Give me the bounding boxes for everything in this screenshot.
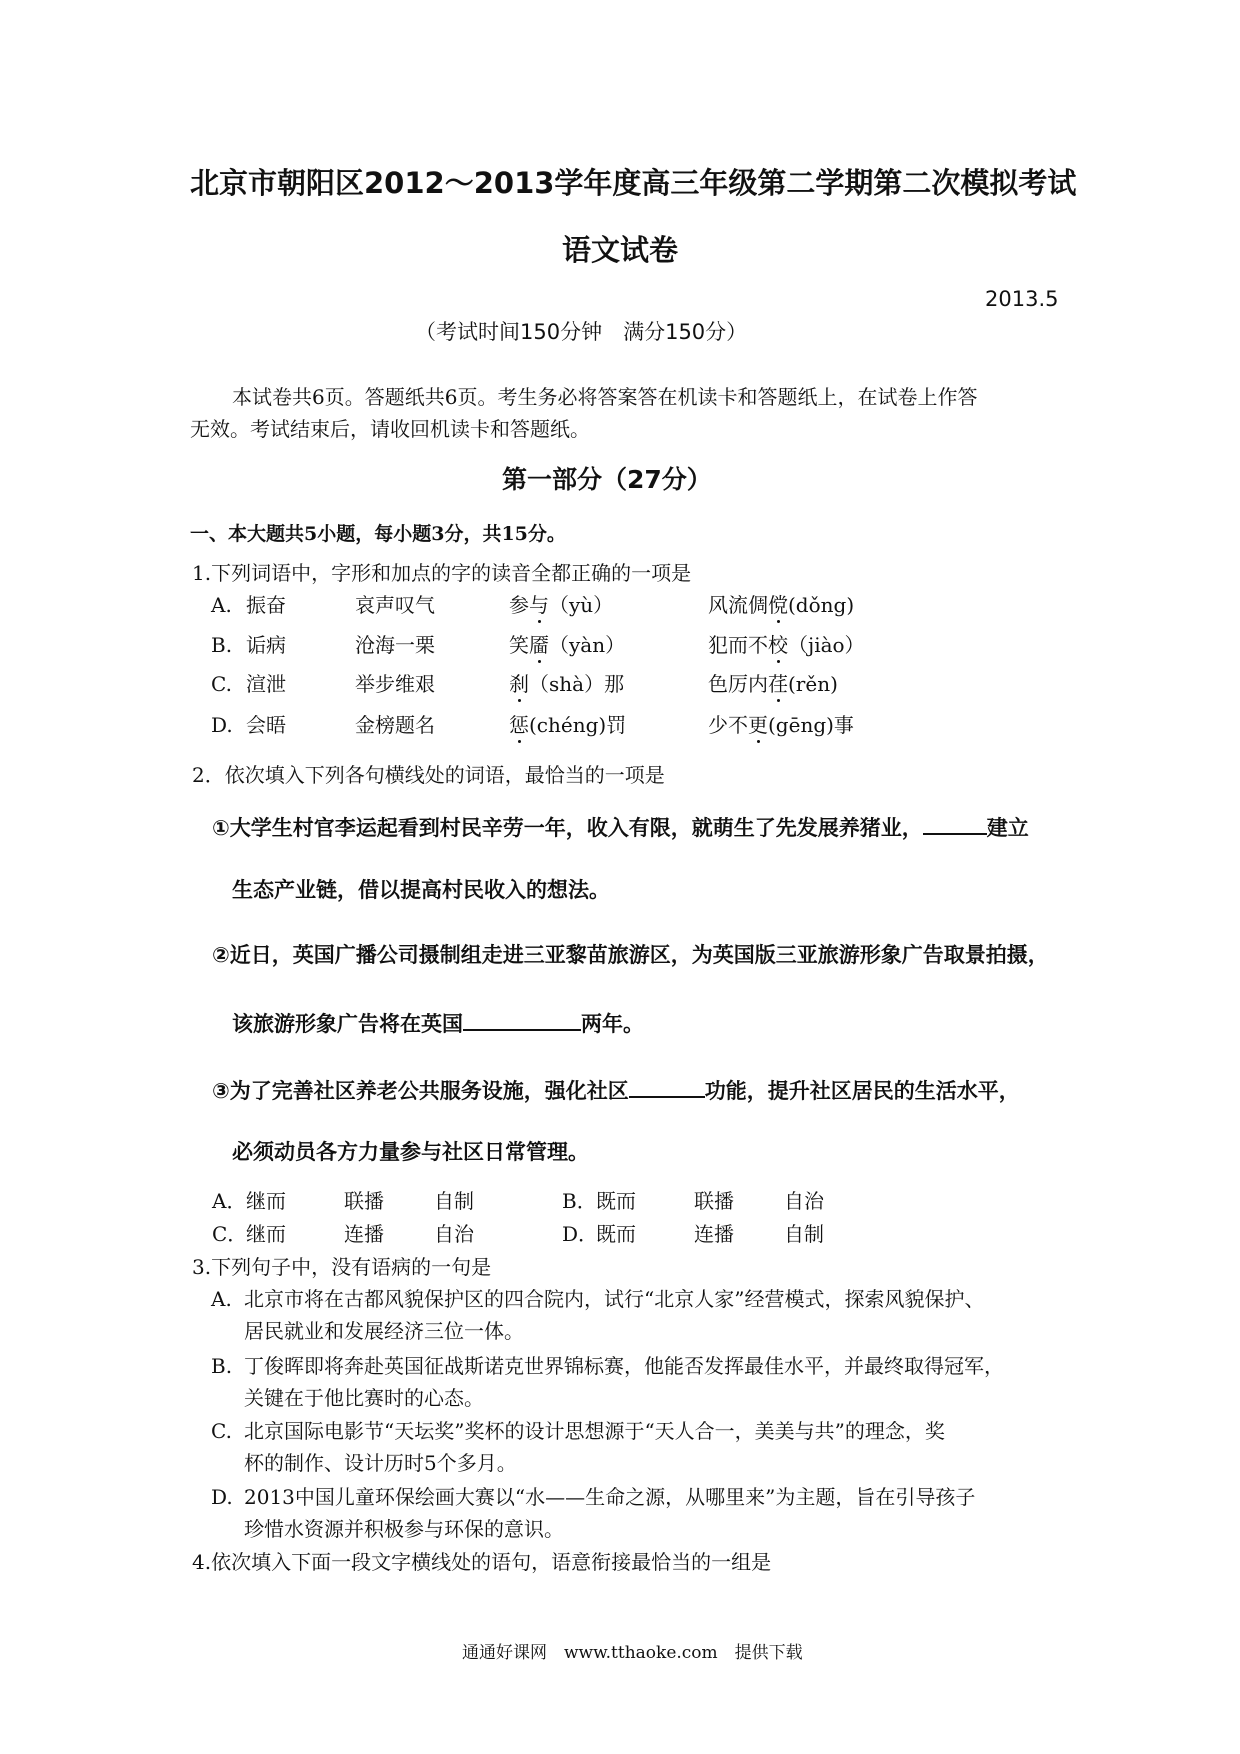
option-item: B． (562, 1189, 597, 1213)
exam-info: （考试时间150分钟 满分150分） (415, 320, 748, 344)
dotted-char: 校 (768, 633, 788, 657)
option-word: 诟病 (246, 633, 286, 657)
option-word (509, 593, 613, 617)
q2-stem: 2．依次填入下列各句横线处的词语，最恰当的一项是 (192, 763, 665, 787)
text: 该旅游形象广告将在英国 (232, 1012, 463, 1036)
q2-sentence-2: ②近日，英国广播公司摄制组走进三亚黎苗旅游区，为英国版三亚旅游形象广告取景拍摄， (212, 943, 1049, 967)
dotted-char: 与 (529, 593, 549, 617)
option-word (509, 633, 625, 657)
option-text: 关键在于他比赛时的心态。 (244, 1386, 484, 1410)
option-word: 举步维艰 (355, 672, 435, 696)
footer: 通通好课网 www.tthaoke.com 提供下载 (462, 1643, 803, 1663)
text: (dǒng) (788, 593, 855, 617)
option-word (708, 593, 854, 617)
option-item: 自制 (784, 1222, 824, 1246)
option-text: 丁俊晖即将奔赴英国征战斯诺克世界锦标赛，他能否发挥最佳水平，并最终取得冠军， (244, 1354, 1004, 1378)
intro-line: 无效。考试结束后，请收回机读卡和答题纸。 (190, 417, 590, 441)
option-word: 金榜题名 (355, 713, 435, 737)
text: 参 (509, 593, 529, 617)
dotted-char: 刹 (509, 672, 529, 696)
fill-blank (463, 1009, 581, 1031)
option-item: C． (212, 1222, 248, 1246)
exam-title: 北京市朝阳区2012～2013学年度高三年级第二学期第二次模拟考试 (190, 166, 1077, 200)
option-item: 既而 (596, 1222, 636, 1246)
option-text: 杯的制作、设计历时5个多月。 (244, 1451, 517, 1475)
text: （yàn） (549, 633, 626, 657)
text: (gēng)事 (768, 713, 854, 737)
text: (rěn) (788, 672, 838, 696)
option-item: D． (562, 1222, 599, 1246)
fill-blank (923, 813, 987, 835)
text: ③为了完善社区养老公共服务设施，强化社区 (212, 1079, 629, 1103)
option-item: 自治 (784, 1189, 824, 1213)
option-text: 居民就业和发展经济三位一体。 (244, 1319, 524, 1343)
dotted-char: 傥 (768, 593, 788, 617)
option-word (509, 672, 624, 696)
q3-stem: 3.下列句子中，没有语病的一句是 (192, 1255, 492, 1279)
part-heading: 第一部分（27分） (502, 465, 712, 494)
option-label: A. (211, 593, 232, 617)
option-word (708, 672, 838, 696)
option-item: 连播 (694, 1222, 734, 1246)
option-word: 沧海一栗 (355, 633, 435, 657)
q1-stem: 1.下列词语中，字形和加点的字的读音全都正确的一项是 (192, 561, 692, 585)
option-item: 联播 (694, 1189, 734, 1213)
option-label: B. (211, 1354, 233, 1378)
option-label: C. (211, 672, 232, 696)
q2-sentence-3 (212, 1076, 1020, 1103)
option-label: B. (211, 633, 233, 657)
exam-subtitle: 语文试卷 (562, 233, 679, 267)
option-item: 自制 (434, 1189, 474, 1213)
text: 建立 (986, 816, 1029, 840)
text: ①大学生村官李运起看到村民辛劳一年，收入有限，就萌生了先发展养猪业， (212, 816, 923, 840)
option-item: 继而 (246, 1189, 286, 1213)
q2-sentence-1-cont: 生态产业链，借以提高村民收入的想法。 (232, 878, 610, 902)
option-item: 既而 (596, 1189, 636, 1213)
option-text: 珍惜水资源并积极参与环保的意识。 (244, 1517, 564, 1541)
dotted-char: 荏 (768, 672, 788, 696)
text: 犯而不 (708, 633, 768, 657)
option-item: 继而 (246, 1222, 286, 1246)
text: (chéng)罚 (529, 713, 627, 737)
option-label: D. (211, 1485, 233, 1509)
text: 风流倜 (708, 593, 768, 617)
text: 功能，提升社区居民的生活水平， (704, 1079, 1020, 1103)
option-text: 北京国际电影节“天坛奖”奖杯的设计思想源于“天人合一，美美与共”的理念，奖 (244, 1419, 945, 1443)
option-label: C. (211, 1419, 232, 1443)
option-label: D. (211, 713, 233, 737)
dotted-char: 惩 (509, 713, 529, 737)
option-item: 联播 (344, 1189, 384, 1213)
text: 少不 (708, 713, 748, 737)
text: （yù） (549, 593, 614, 617)
section-heading: 一、本大题共5小题，每小题3分，共15分。 (190, 523, 566, 545)
q2-sentence-1 (212, 813, 1029, 840)
option-word (509, 713, 626, 737)
option-text: 2013中国儿童环保绘画大赛以“水——生命之源，从哪里来”为主题，旨在引导孩子 (244, 1485, 976, 1509)
option-item: A． (212, 1189, 247, 1213)
option-word: 振奋 (246, 593, 286, 617)
dotted-char: 更 (748, 713, 768, 737)
option-word (708, 713, 854, 737)
q4-stem: 4.依次填入下面一段文字横线处的语句，语意衔接最恰当的一组是 (192, 1550, 772, 1574)
option-word: 渲泄 (246, 672, 286, 696)
option-word (708, 633, 865, 657)
option-word: 哀声叹气 (355, 593, 435, 617)
q2-sentence-3-cont: 必须动员各方力量参与社区日常管理。 (232, 1140, 589, 1164)
text: （shà）那 (529, 672, 625, 696)
option-word: 会晤 (246, 713, 286, 737)
option-item: 自治 (434, 1222, 474, 1246)
text: 色厉内 (708, 672, 768, 696)
text: 笑 (509, 633, 529, 657)
text: （jiào） (788, 633, 865, 657)
exam-date: 2013.5 (985, 287, 1059, 311)
fill-blank (629, 1076, 705, 1098)
text: 两年。 (581, 1012, 644, 1036)
option-label: A. (211, 1287, 232, 1311)
dotted-char: 靥 (529, 633, 549, 657)
option-item: 连播 (344, 1222, 384, 1246)
intro-line: 本试卷共6页。答题纸共6页。考生务必将答案答在机读卡和答题纸上，在试卷上作答 (232, 385, 978, 409)
option-text: 北京市将在古都风貌保护区的四合院内，试行“北京人家”经营模式，探索风貌保护、 (244, 1287, 985, 1311)
q2-sentence-2-cont (232, 1009, 644, 1036)
